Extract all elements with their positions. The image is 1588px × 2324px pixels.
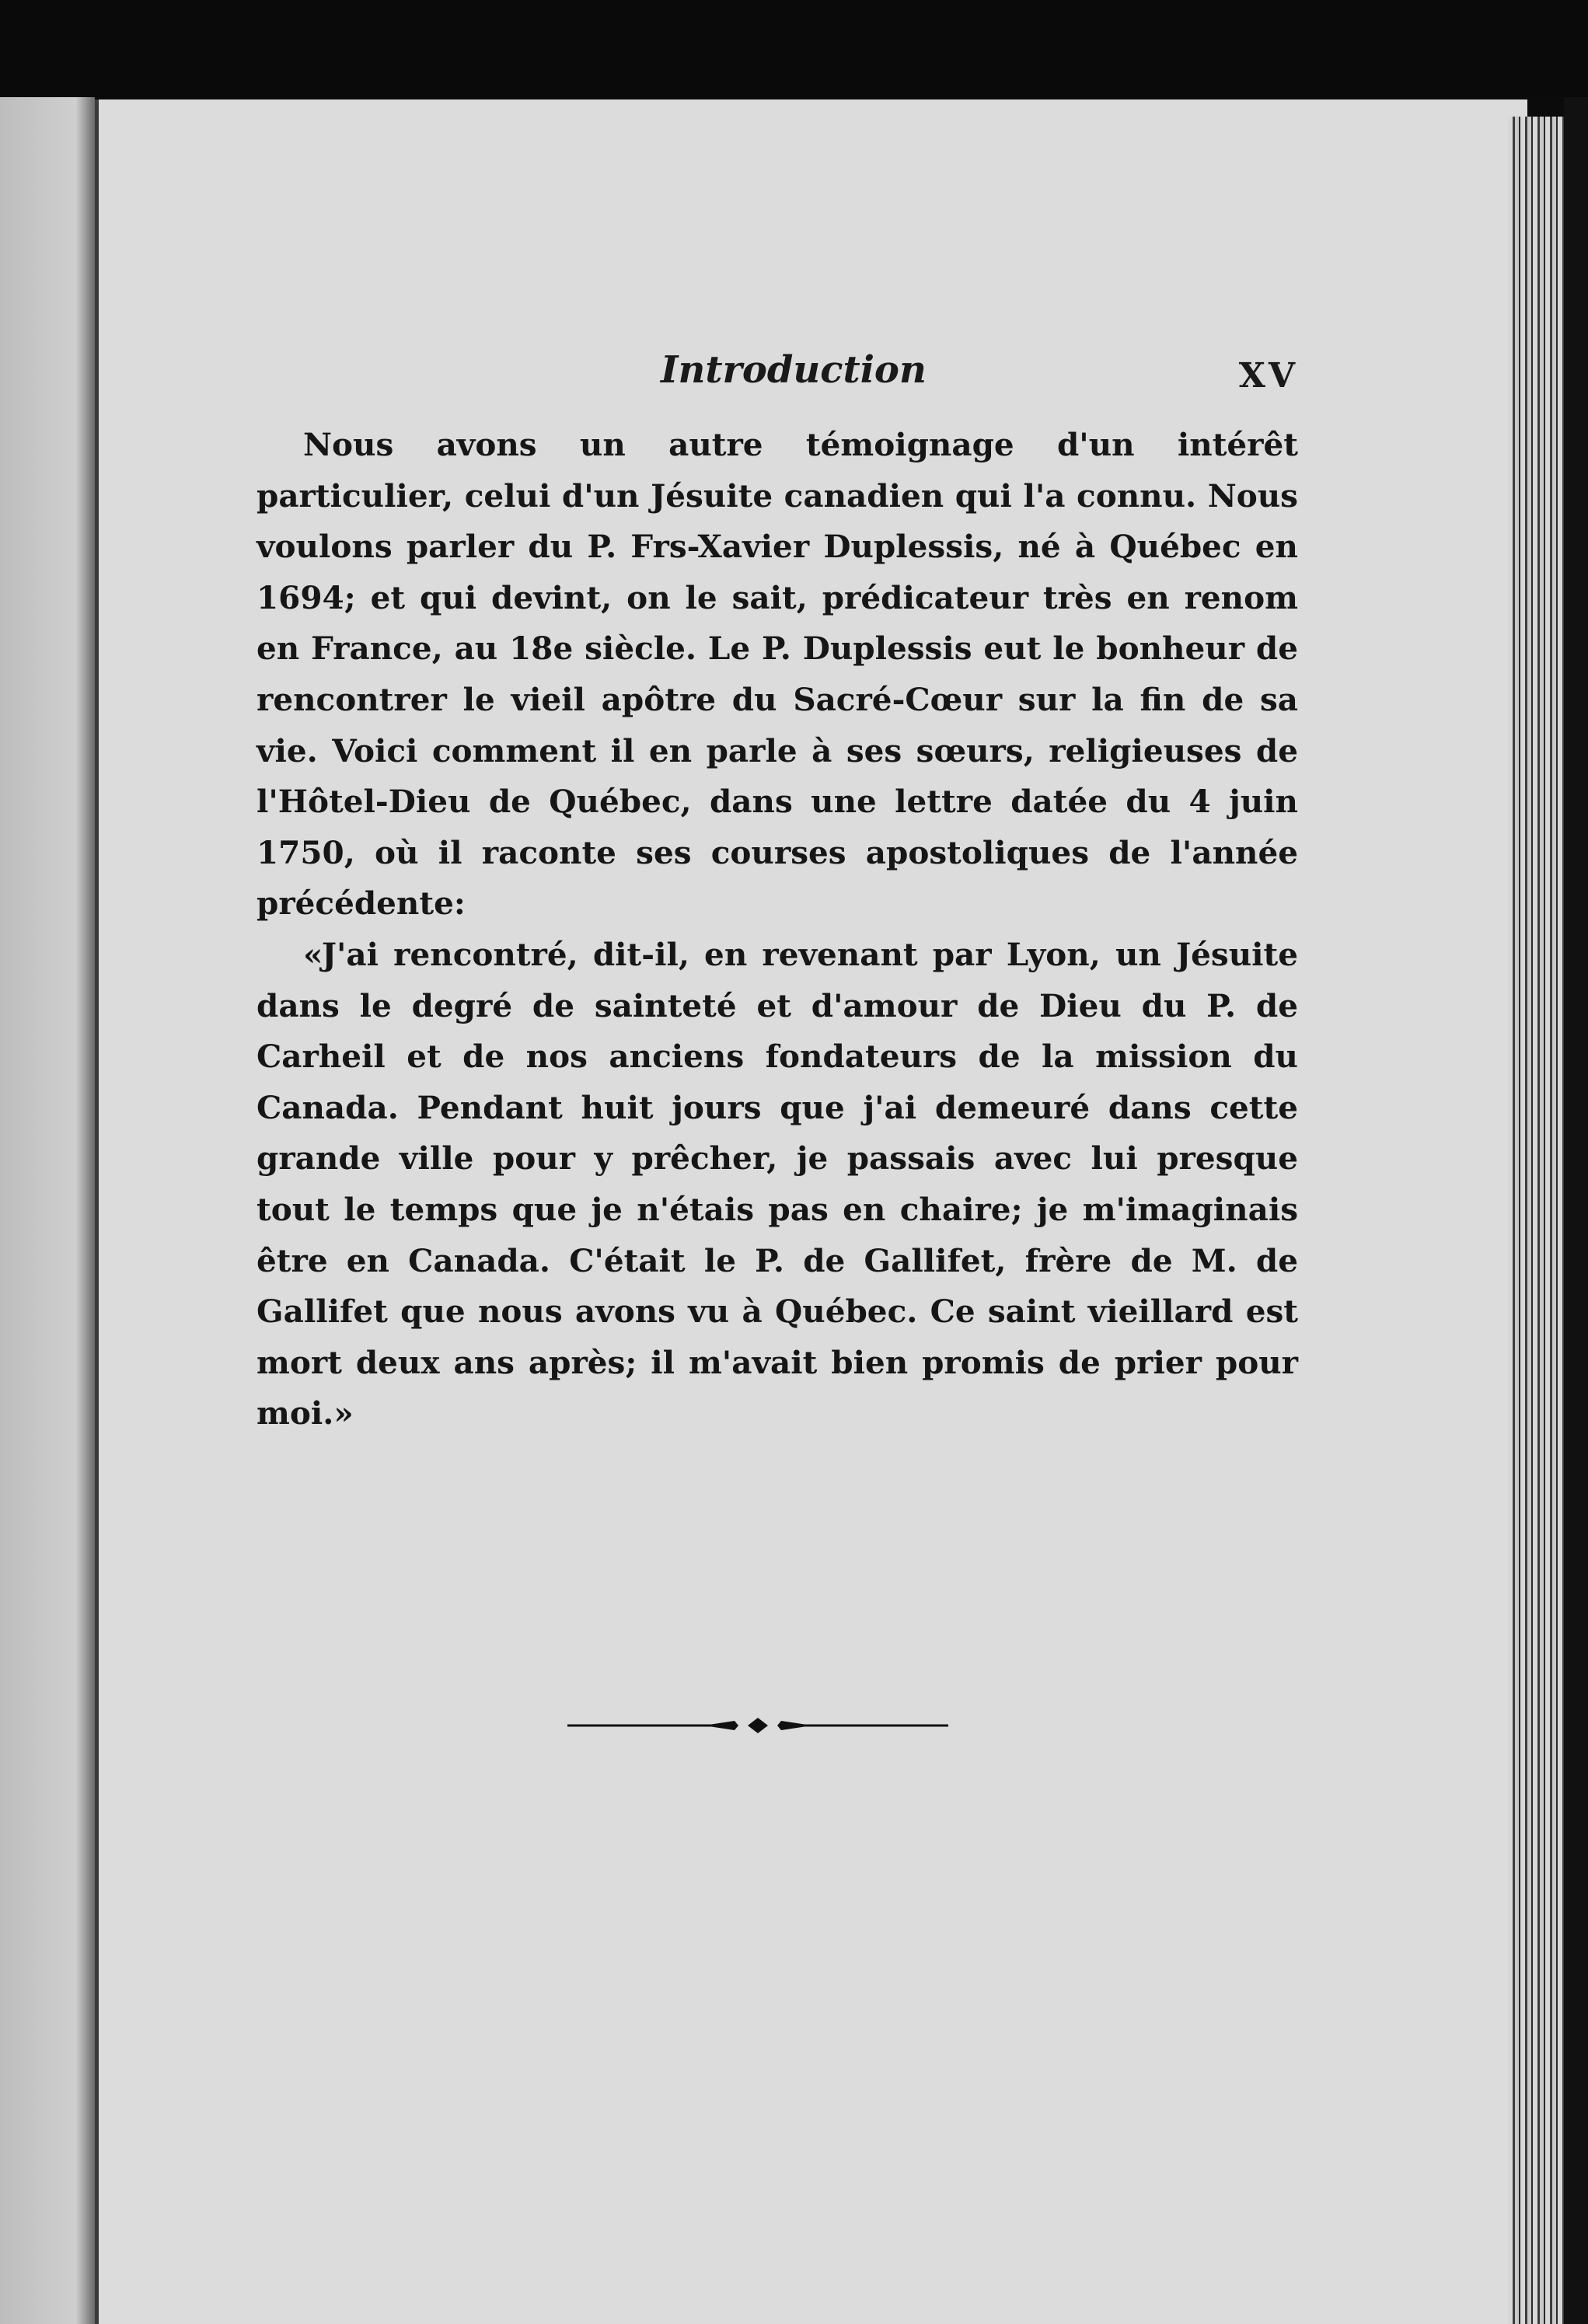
facing-page-edge — [0, 97, 95, 2324]
scan-border-right — [1564, 97, 1588, 2324]
paragraph-quote: «J'ai rencontré, dit-il, en revenant par Lyon, un Jésuite dans le degré de sainteté et d'amour de Dieu du P. de Carheil et de nos anciens fondateurs de la mission du Canada. Pendant huit jours que j'ai demeuré dans cette grande ville pour y prêcher, je passais avec lui presque tout le temps que je n'étais pas en chaire; je m'imaginais être en Canada. C'était le P. de Gallifet, frère de M. de Gallifet que nous avons vu à Québec. Ce saint vieillard est mort deux ans après; il m'avait bien promis de prier pour moi.» — [257, 935, 1298, 1432]
divider-ornament — [567, 1714, 948, 1737]
body-text — [257, 420, 1298, 1439]
paragraph: Nous avons un autre témoignage d'un intérêt particulier, celui d'un Jésuite canadien qui l'a connu. Nous voulons parler du P. Frs-Xavier Duplessis, né à Québec en 1694; et qui devint, on le sait, prédicateur très en renom en France, au 18e siècle. Le P. Duplessis eut le bonheur de rencontrer le vieil apôtre du Sacré-Cœur sur la fin de sa vie. Voici comment il en parle à ses sœurs, religieuses de l'Hôtel-Dieu de Québec, dans une lettre datée du 4 juin 1750, où il raconte ses courses apostoliques de l'année précédente: — [257, 426, 1298, 923]
page-stack-edge — [1508, 117, 1564, 2324]
page-number: XV — [1238, 356, 1298, 396]
running-header — [257, 348, 1298, 403]
running-title: Introduction — [661, 348, 927, 392]
scan-border-top — [0, 0, 1588, 97]
